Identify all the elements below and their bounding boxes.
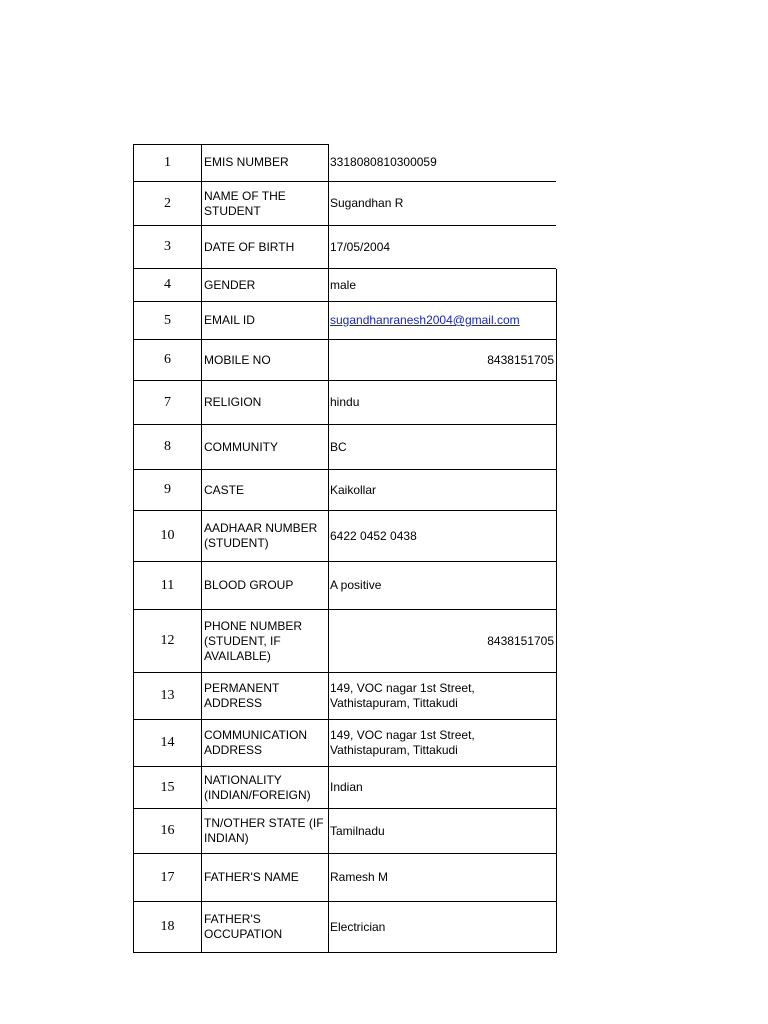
field-label: RELIGION <box>202 381 329 425</box>
field-label: FATHER'S OCCUPATION <box>202 902 329 953</box>
row-number: 3 <box>133 226 202 269</box>
field-value: Tamilnadu <box>329 809 557 854</box>
field-label: PHONE NUMBER (STUDENT, IF AVAILABLE) <box>202 610 329 673</box>
field-label: CASTE <box>202 470 329 511</box>
field-label: GENDER <box>202 269 329 302</box>
table-row <box>133 854 557 902</box>
table-row <box>133 302 557 340</box>
row-number: 18 <box>133 902 202 953</box>
field-value: 3318080810300059 <box>329 144 556 182</box>
field-value: 149, VOC nagar 1st Street, Vathistapuram, Tittakudi <box>329 673 557 720</box>
row-number: 7 <box>133 381 202 425</box>
field-value: BC <box>329 425 557 470</box>
table-row <box>133 470 557 511</box>
table-row <box>133 809 557 854</box>
table-row <box>133 381 557 425</box>
table-row <box>133 182 557 226</box>
table-row <box>133 511 557 562</box>
field-label: FATHER'S NAME <box>202 854 329 902</box>
row-number: 9 <box>133 470 202 511</box>
field-value: Sugandhan R <box>329 182 556 226</box>
table-row <box>133 425 557 470</box>
field-value: A positive <box>329 562 557 610</box>
row-number: 4 <box>133 269 202 302</box>
row-number: 16 <box>133 809 202 854</box>
field-value: 8438151705 <box>329 340 557 381</box>
row-number: 6 <box>133 340 202 381</box>
field-value: male <box>329 269 557 302</box>
row-number: 12 <box>133 610 202 673</box>
field-value: Kaikollar <box>329 470 557 511</box>
row-number: 14 <box>133 720 202 767</box>
field-value: 17/05/2004 <box>329 226 556 269</box>
table-row <box>133 226 557 269</box>
table-row <box>133 610 557 673</box>
field-label: TN/OTHER STATE (IF INDIAN) <box>202 809 329 854</box>
field-value: 149, VOC nagar 1st Street, Vathistapuram, Tittakudi <box>329 720 557 767</box>
table-row <box>133 340 557 381</box>
field-label: COMMUNITY <box>202 425 329 470</box>
row-number: 2 <box>133 182 202 226</box>
row-number: 8 <box>133 425 202 470</box>
field-label: PERMANENT ADDRESS <box>202 673 329 720</box>
table-row <box>133 720 557 767</box>
table-row <box>133 767 557 809</box>
field-label: BLOOD GROUP <box>202 562 329 610</box>
table-row <box>133 144 557 182</box>
row-number: 10 <box>133 511 202 562</box>
field-value: hindu <box>329 381 557 425</box>
field-value: 8438151705 <box>329 610 557 673</box>
field-value: Indian <box>329 767 557 809</box>
field-label: EMAIL ID <box>202 302 329 340</box>
field-label: COMMUNICATION ADDRESS <box>202 720 329 767</box>
field-label: AADHAAR NUMBER (STUDENT) <box>202 511 329 562</box>
field-label: NATIONALITY (INDIAN/FOREIGN) <box>202 767 329 809</box>
row-number: 5 <box>133 302 202 340</box>
field-value: 6422 0452 0438 <box>329 511 557 562</box>
row-number: 11 <box>133 562 202 610</box>
field-label: EMIS NUMBER <box>202 144 329 182</box>
field-value: Ramesh M <box>329 854 557 902</box>
table-row <box>133 269 557 302</box>
field-label: DATE OF BIRTH <box>202 226 329 269</box>
field-value: Electrician <box>329 902 557 953</box>
table-row <box>133 902 557 953</box>
field-label: MOBILE NO <box>202 340 329 381</box>
table-row <box>133 673 557 720</box>
email-link-cell <box>329 302 557 340</box>
table-row <box>133 562 557 610</box>
row-number: 1 <box>133 144 202 182</box>
field-label: NAME OF THE STUDENT <box>202 182 329 226</box>
row-number: 17 <box>133 854 202 902</box>
row-number: 15 <box>133 767 202 809</box>
email-link[interactable]: sugandhanranesh2004@gmail.com <box>330 313 520 327</box>
row-number: 13 <box>133 673 202 720</box>
